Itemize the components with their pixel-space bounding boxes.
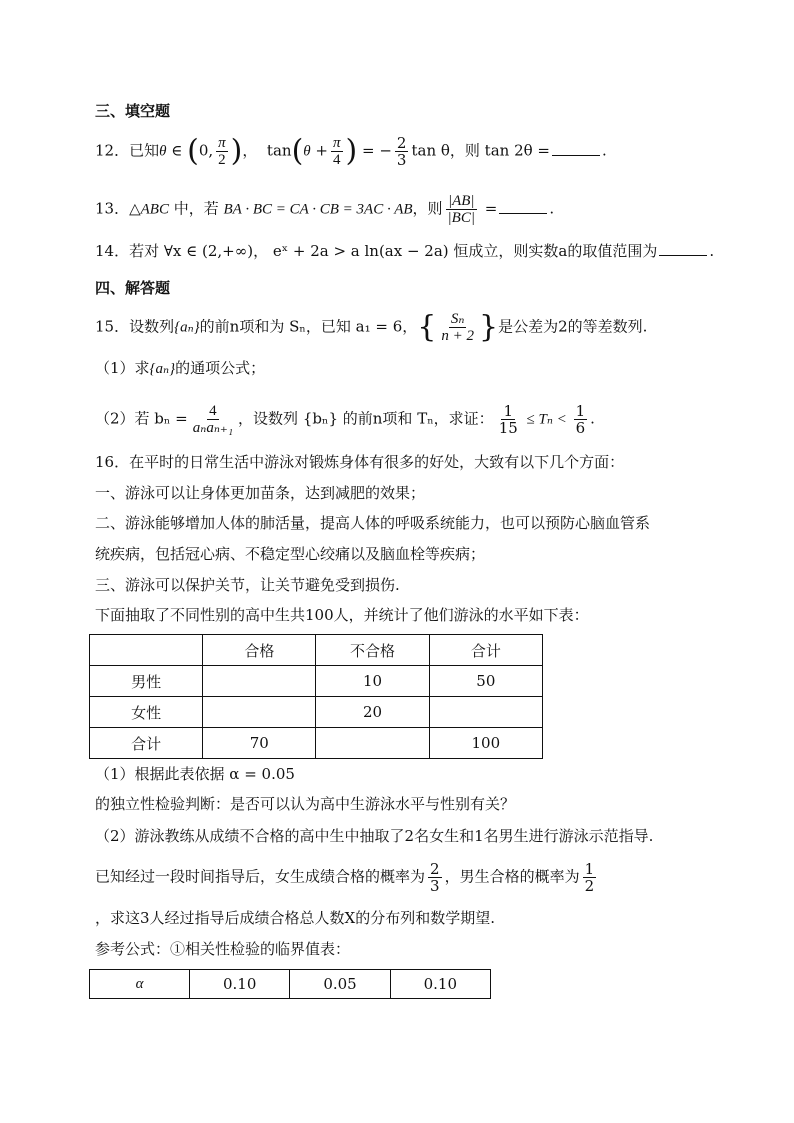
section-heading-fill-in: 三、填空题: [95, 102, 171, 120]
fraction-one-fifteenth: $\frac{1}{15}$: [498, 402, 518, 437]
fraction-pi-over-4: $\frac{\pi}{4}$: [333, 135, 341, 168]
question-16-part-1: （1）根据此表依据 α = 0.05: [95, 765, 295, 783]
fraction-two-thirds: $\frac{2}{3}$: [396, 134, 407, 169]
fraction-one-sixth: $\frac{1}{6}$: [575, 402, 586, 437]
answer-blank-12[interactable]: [552, 141, 600, 156]
fraction-bn: $\frac{4}{\text{aₙaₙ₊₁}}$: [192, 403, 234, 436]
table-row: 合格 不合格 合计: [90, 635, 543, 666]
reference-formula-heading: 参考公式：①相关性检验的临界值表：: [95, 940, 351, 958]
question-15-part-1: （1）求{aₙ}的通项公式；: [95, 359, 266, 377]
fraction-pi-over-2: $\frac{\pi}{2}$: [218, 135, 226, 168]
answer-blank-14[interactable]: [659, 241, 707, 256]
question-16-part-2-cont: 已知经过一段时间指导后，女生成绩合格的概率为 $\frac{2}{3}$ ，男生合格的概率为 $\frac{1}{2}$: [95, 860, 595, 895]
contingency-table: [89, 634, 543, 759]
fraction-one-half: $\frac{1}{2}$: [584, 860, 595, 895]
question-15: 15．设数列{aₙ}的前n项和为 Sₙ，已知 a₁ = 6，{ $\frac{\text{Sₙ}}{n + 2}$ }是公差为2的等差数列.: [95, 309, 648, 345]
table-row: α 0.10 0.05 0.10: [90, 970, 491, 999]
table-row: 合计 70 100: [90, 728, 543, 759]
question-12: 12．已知θ ∈ (0, $\frac{\pi}{2}$ )， tan(θ + $\frac{\pi}{4}$ ) = − $\frac{2}{3}$ tan θ，则 tan 2θ = .: [95, 133, 607, 169]
critical-value-table: [89, 969, 491, 999]
question-14: 14．若对 ∀x ∈ (2,+∞)， eˣ + 2a > a ln(ax − 2a) 恒成立，则实数a的取值范围为 .: [95, 242, 715, 260]
question-13: 13．△ABC 中，若 BA · BC = CA · CB = 3AC · AB，则 $\frac{|AB|}{|BC|}$ = .: [95, 193, 555, 226]
question-15-part-2: （2）若 bₙ = $\frac{4}{\text{aₙaₙ₊₁}}$ ，设数列 {bₙ} 的前n项和 Tₙ，求证： $\frac{1}{15}$ ≤ Tₙ < $\frac{1}{6}$ .: [95, 402, 595, 437]
question-16-part-1-cont: 的独立性检验判断：是否可以认为高中生游泳水平与性别有关？: [95, 795, 516, 813]
table-row: 男性 10 50: [90, 666, 543, 697]
fraction-ab-over-bc: $\frac{|AB|}{|BC|}$: [447, 193, 475, 226]
question-16-part-2: （2）游泳教练从成绩不合格的高中生中抽取了2名女生和1名男生进行游泳示范指导.: [95, 827, 654, 845]
fraction-sn-over-n-plus-2: $\frac{\text{Sₙ}}{n + 2}$: [441, 311, 474, 344]
question-16-line-2: 一、游泳可以让身体更加苗条，达到减肥的效果；: [95, 484, 426, 502]
question-16-part-2-end: ，求这3人经过指导后成绩合格总人数X的分布列和数学期望.: [95, 909, 495, 927]
answer-blank-13[interactable]: [499, 199, 547, 214]
fraction-two-thirds: $\frac{2}{3}$: [430, 860, 440, 895]
question-16-line-1: 16．在平时的日常生活中游泳对锻炼身体有很多的好处，大致有以下几个方面：: [95, 453, 625, 471]
question-16-line-6: 下面抽取了不同性别的高中生共100人，并统计了他们游泳的水平如下表：: [95, 606, 589, 624]
question-16-line-5: 三、游泳可以保护关节，让关节避免受到损伤.: [95, 576, 400, 594]
question-16-line-4: 统疾病，包括冠心病、不稳定型心绞痛以及脑血栓等疾病；: [95, 545, 486, 563]
section-heading-solutions: 四、解答题: [95, 279, 171, 297]
vector-expression: BA · BC = CA · CB = 3AC · AB: [223, 201, 413, 218]
question-16-line-3: 二、游泳能够增加人体的肺活量，提高人体的呼吸系统能力，也可以预防心脑血管系: [95, 514, 651, 532]
table-row: 女性 20: [90, 697, 543, 728]
